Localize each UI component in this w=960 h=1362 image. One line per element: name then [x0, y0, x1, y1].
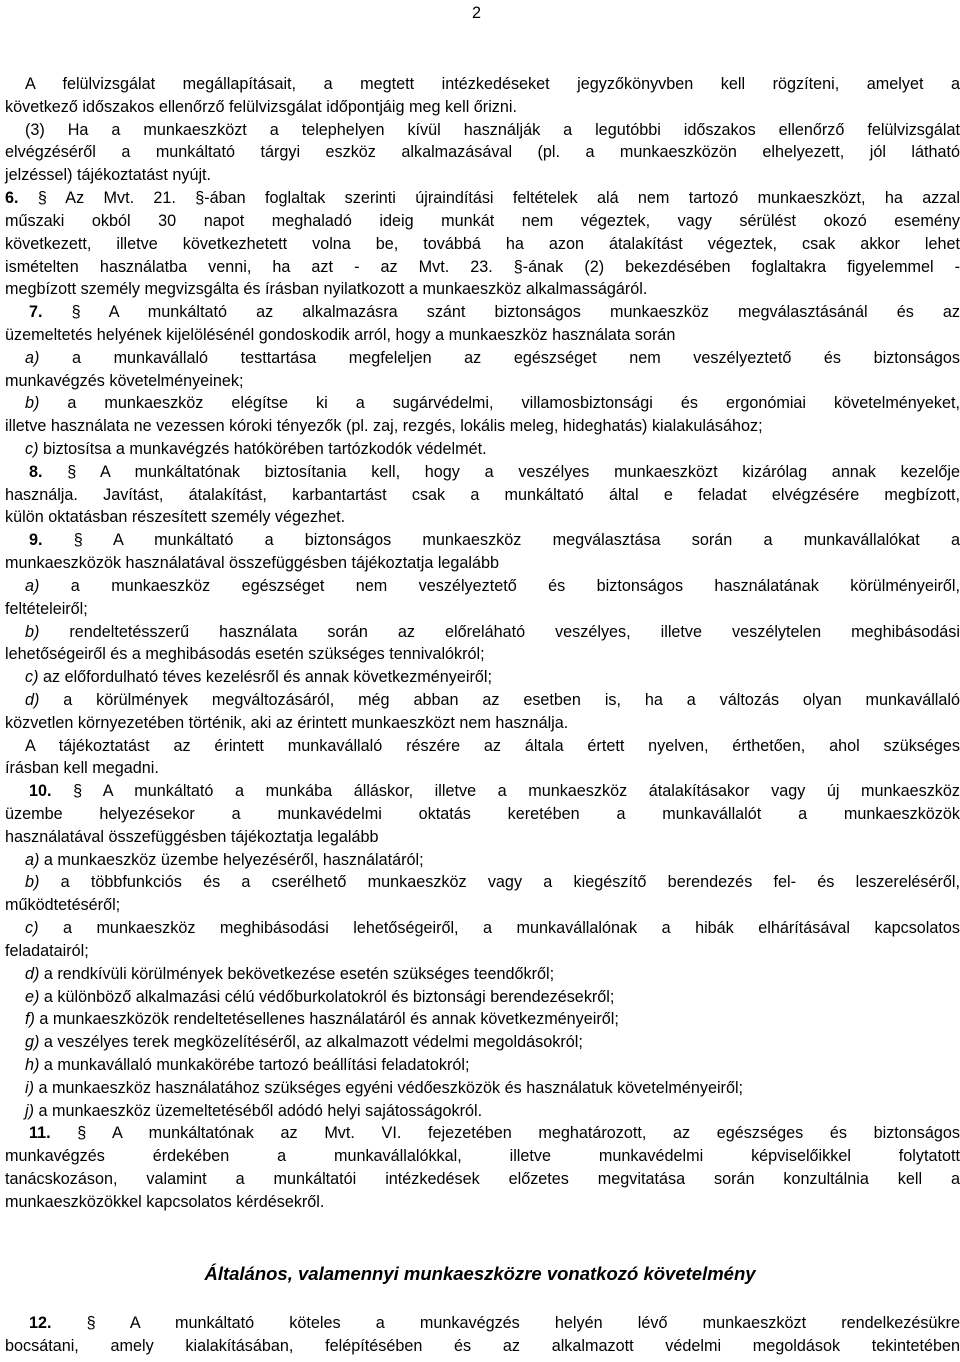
section-number: 9. [29, 531, 43, 550]
list-marker: a) [25, 576, 40, 595]
section-number: 7. [29, 303, 43, 322]
text-line: a) a munkavállaló testtartása megfeleljen az egészséget nem veszélyeztető és biztonságos [25, 348, 960, 367]
section-heading: Általános, valamennyi munkaeszközre vonatkozó követelmény [204, 1263, 756, 1284]
section-number: 6. [5, 189, 19, 208]
text-line: tanácskozáson, valamint a munkáltatói intézkedések előzetes megvitatása során konzultálnia kell a [5, 1170, 960, 1188]
text-line: megbízott személy megvizsgálta és írásban nyilatkozott a munkaeszköz alkalmasságáról. [5, 280, 648, 299]
text-line: 9. § A munkáltató a biztonságos munkaeszköz megválasztása során a munkavállalókat a [29, 531, 960, 550]
text-line: A felülvizsgálat megállapításait, a megtett intézkedéseket jegyzőkönyvben kell rögzíteni, amelyet a [25, 75, 960, 93]
text-line: közvetlen környezetében történik, aki az érintett munkaeszközt nem használja. [5, 713, 569, 732]
text-line: 7. § A munkáltató az alkalmazásra szánt biztonságos munkaeszköz megválasztásánál és az [29, 303, 960, 322]
text-line: következett, illetve következhetett volna be, továbbá ha azon átalakítást végeztek, csak akkor lehet [5, 234, 960, 253]
text-line: e) a különböző alkalmazási célú védőburkolatokról és biztonsági berendezésekről; [25, 987, 615, 1006]
text-line: (3) Ha a munkaeszközt a telephelyen kívül használják a legutóbbi időszakos ellenőrző felülvizsgálat [25, 120, 960, 139]
text-line: 12. § A munkáltató köteles a munkavégzés helyén lévő munkaeszközt rendelkezésükre [29, 1314, 960, 1332]
text-line: 11. § A munkáltatónak az Mvt. VI. fejezetében meghatározott, az egészséges és biztonságos [29, 1124, 960, 1143]
list-marker: i) [25, 1078, 34, 1097]
text-line: műszaki okból 30 napot meghaladó ideig munkát nem végeztek, vagy sérülést okozó esemény [5, 211, 960, 230]
text-line: lehetőségeiről és a meghibásodás esetén szükséges tennivalókról; [5, 645, 485, 664]
list-marker: c) [25, 668, 39, 687]
section-number: 10. [29, 782, 52, 801]
text-line: következő időszakos ellenőrző felülvizsgálat időpontjáig meg kell őrizni. [5, 97, 517, 116]
text-line: i) a munkaeszköz használatához szükséges egyéni védőeszközök és használatuk követelményeiről; [25, 1078, 744, 1097]
list-marker: c) [25, 440, 39, 458]
list-marker: a) [25, 348, 40, 367]
text-line: működtetéséről; [5, 896, 121, 915]
list-marker: a) [25, 850, 40, 869]
list-marker: g) [25, 1033, 40, 1052]
text-line: c) az előfordulható téves kezelésről és annak következményeiről; [25, 668, 492, 687]
text-line: munkaeszközök használatával összefüggésben tájékoztatja legalább [5, 554, 500, 573]
list-marker: d) [25, 964, 40, 983]
text-line: d) a rendkívüli körülmények bekövetkezése esetén szükséges teendőkről; [25, 964, 555, 983]
text-line: használja. Javítást, átalakítást, karbantartást csak a munkáltató által e feladat elvégzésére megbízott, [5, 485, 960, 504]
document-body-continued [5, 1312, 960, 1358]
text-line: 8. § A munkáltatónak biztosítania kell, hogy a veszélyes munkaeszközt kizárólag annak kezelője [29, 462, 960, 481]
section-number: 11. [29, 1124, 51, 1143]
text-line: j) a munkaeszköz üzemeltetéséből adódó helyi sajátosságokról. [25, 1101, 483, 1120]
text-line: a) a munkaeszköz üzembe helyezéséről, használatáról; [25, 850, 424, 869]
page-number: 2 [472, 4, 482, 22]
text-line: b) a munkaeszköz elégítse ki a sugárvédelmi, villamosbiztonsági és ergonómiai követelményeket, [25, 394, 960, 413]
text-line: jelzéssel) tájékoztatást nyújt. [5, 166, 212, 185]
text-line: g) a veszélyes terek megközelítéséről, az alkalmazott védelmi megoldásokról; [25, 1033, 583, 1052]
text-line: ismételten használatba venni, ha azt - az Mvt. 23. §-ának (2) bekezdésében foglaltakra figyelemmel - [5, 257, 960, 276]
text-line: A tájékoztatást az érintett munkavállaló részére az általa értett nyelven, érthetően, ahol szükséges [25, 736, 960, 755]
text-line: üzembe helyezésekor a munkavédelmi oktatás keretében a munkavállalót a munkaeszközök [5, 805, 960, 823]
text-line: írásban kell megadni. [5, 759, 159, 778]
text-line: feladatairól; [5, 941, 89, 960]
text-line: munkaeszközökkel kapcsolatos kérdésekről. [5, 1192, 325, 1211]
text-line: munkavégzés érdekében a munkavállalókkal, illetve munkavédelmi képviselőikkel folytatott [5, 1147, 960, 1166]
text-line: a) a munkaeszköz egészséget nem veszélyeztető és biztonságos használatának körülményeiről, [25, 576, 960, 595]
text-line: munkavégzés követelményeinek; [5, 371, 244, 390]
list-marker: b) [25, 394, 40, 413]
list-marker: e) [25, 987, 40, 1006]
list-marker: f) [25, 1010, 35, 1029]
text-line: illetve használata ne vezessen kóroki tényezők (pl. zaj, rezgés, lokális meleg, hideghatás) kialakulásához; [5, 417, 763, 436]
text-line: elvégzéséről a munkáltató tárgyi eszköz alkalmazásával (pl. a munkaeszközön elhelyezett, jól látható [5, 143, 960, 162]
text-line: h) a munkavállaló munkakörébe tartozó beállítási feladatokról; [25, 1055, 470, 1074]
text-line: c) biztosítsa a munkavégzés hatókörében tartózkodók védelmét. [25, 440, 487, 458]
text-line: b) a többfunkciós és a cserélhető munkaeszköz vagy a kiegészítő berendezés fel- és leszereléséről, [25, 873, 960, 892]
list-marker: h) [25, 1055, 40, 1074]
list-marker: d) [25, 690, 40, 709]
list-marker: b) [25, 873, 40, 892]
text-line: f) a munkaeszközök rendeltetésellenes használatáról és annak következményeiről; [25, 1010, 619, 1029]
text-line: c) a munkaeszköz meghibásodási lehetőségeiről, a munkavállalónak a hibák elhárításával kapcsolatos [25, 919, 960, 938]
text-line: d) a körülmények megváltozásáról, még abban az esetben is, ha a változás olyan munkavállaló [25, 690, 960, 709]
text-line: bocsátani, amely kialakításában, felépítésében és az alkalmazott védelmi megoldások tekintetében [5, 1336, 960, 1355]
list-marker: b) [25, 622, 40, 641]
document-body [5, 73, 960, 1214]
text-line: használatával összefüggésben tájékoztatja legalább [5, 827, 379, 846]
list-marker: c) [25, 919, 39, 938]
text-line: 10. § A munkáltató a munkába álláskor, illetve a munkaeszköz átalakításakor vagy új munkaeszköz [29, 782, 960, 801]
text-line: külön oktatásban részesített személy végezhet. [5, 508, 346, 527]
text-line: b) rendeltetésszerű használata során az előreláható veszélyes, illetve veszélytelen meghibásodási [25, 622, 960, 641]
list-marker: j) [25, 1101, 34, 1120]
section-number: 12. [29, 1314, 52, 1332]
text-line: feltételeiről; [5, 599, 88, 618]
section-number: 8. [29, 462, 43, 481]
text-line: üzemeltetés helyének kijelölésénél gondoskodik arról, hogy a munkaeszköz használata során [5, 325, 676, 344]
text-line: 6. § Az Mvt. 21. §-ában foglaltak szerinti újraindítási feltételek alá nem tartozó munkaeszközt, ha azzal [5, 189, 960, 208]
